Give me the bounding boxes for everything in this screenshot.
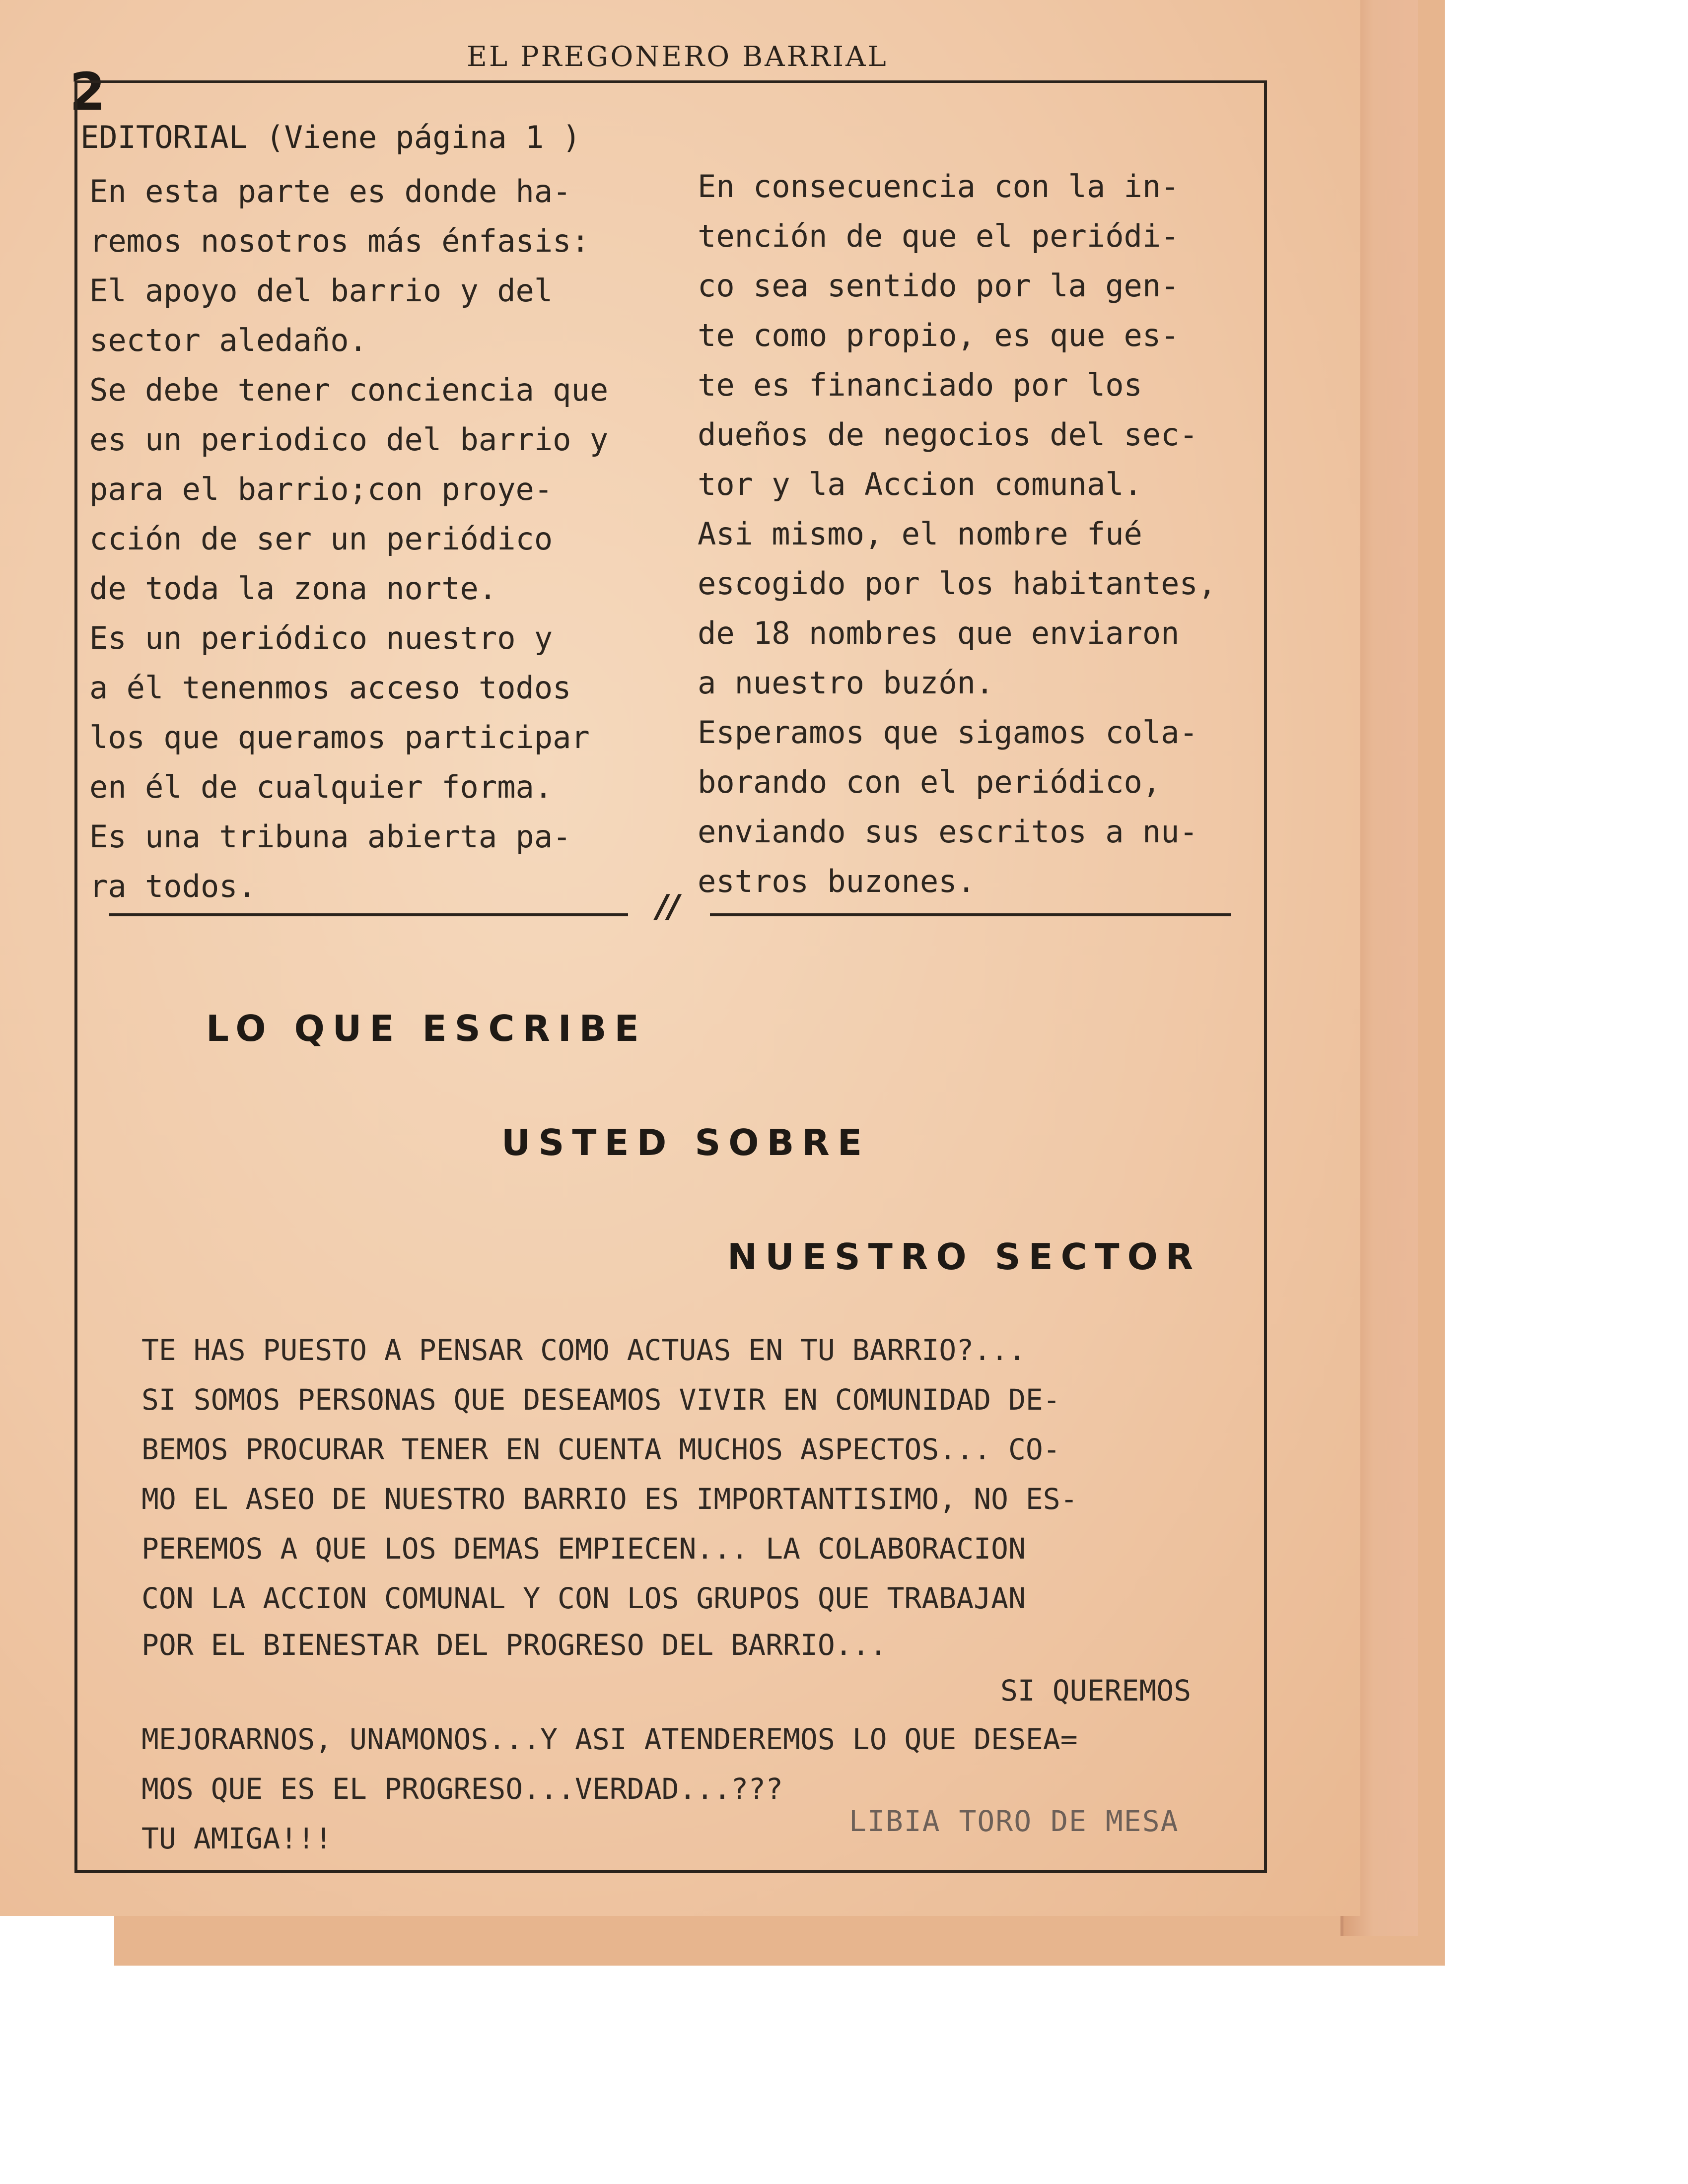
section-title-line-3: NUESTRO SECTOR <box>727 1236 1201 1278</box>
text-line: En esta parte es donde ha- <box>89 173 571 209</box>
text-line: CON LA ACCION COMUNAL Y CON LOS GRUPOS QUE TRABAJAN <box>141 1581 1026 1615</box>
text-line: para el barrio;con proye- <box>89 471 553 507</box>
text-line: MEJORARNOS, UNAMONOS...Y ASI ATENDEREMOS LO QUE DESEA= <box>141 1722 1078 1756</box>
text-line: SI SOMOS PERSONAS QUE DESEAMOS VIVIR EN COMUNIDAD DE- <box>141 1383 1060 1417</box>
section-title-line-2: USTED SOBRE <box>501 1122 870 1163</box>
text-line: TU AMIGA!!! <box>141 1822 333 1855</box>
reader-letter <box>141 1325 1191 1863</box>
text-line: a él tenenmos acceso todos <box>89 670 571 706</box>
text-line: El apoyo del barrio y del <box>89 273 553 309</box>
editorial-heading: EDITORIAL (Viene página 1 ) <box>80 119 581 155</box>
author-signature: LIBIA TORO DE MESA <box>849 1804 1179 1838</box>
text-line: BEMOS PROCURAR TENER EN CUENTA MUCHOS ASPECTOS... CO- <box>141 1433 1060 1466</box>
text-line: En consecuencia con la in- <box>698 168 1180 205</box>
text-line: los que queramos participar <box>89 719 590 755</box>
text-line: tor y la Accion comunal. <box>698 466 1142 502</box>
text-line: remos nosotros más énfasis: <box>89 223 590 259</box>
text-line: POR EL BIENESTAR DEL PROGRESO DEL BARRIO... <box>141 1628 887 1662</box>
text-line: borando con el periódico, <box>698 764 1161 800</box>
text-line: TE HAS PUESTO A PENSAR COMO ACTUAS EN TU BARRIO?... <box>141 1333 1026 1367</box>
text-line: Esperamos que sigamos cola- <box>698 714 1198 751</box>
section-divider-left <box>109 913 628 916</box>
text-line: estros buzones. <box>698 863 976 899</box>
text-line: escogido por los habitantes, <box>698 565 1217 602</box>
text-line: de toda la zona norte. <box>89 570 497 607</box>
text-line: MO EL ASEO DE NUESTRO BARRIO ES IMPORTANTISIMO, NO ES- <box>141 1482 1078 1516</box>
text-line: MOS QUE ES EL PROGRESO...VERDAD...??? <box>141 1772 783 1806</box>
section-divider-right <box>710 913 1231 916</box>
editorial-left-column <box>89 167 608 911</box>
text-line: SI QUEREMOS <box>1000 1674 1192 1707</box>
page-number: 2 <box>70 62 106 122</box>
text-line: dueños de negocios del sec- <box>698 416 1198 453</box>
text-line: a nuestro buzón. <box>698 665 994 701</box>
text-line: co sea sentido por la gen- <box>698 268 1180 304</box>
editorial-right-column <box>698 162 1216 906</box>
divider-mark: // <box>656 888 680 925</box>
text-line: te como propio, es que es- <box>698 317 1180 353</box>
text-line: enviando sus escritos a nu- <box>698 814 1198 850</box>
text-line: cción de ser un periódico <box>89 521 553 557</box>
newspaper-title: EL PREGONERO BARRIAL <box>467 41 888 73</box>
text-line: Se debe tener conciencia que <box>89 372 609 408</box>
text-line: sector aledaño. <box>89 322 367 358</box>
text-line: Es un periódico nuestro y <box>89 620 553 656</box>
text-line: tención de que el periódi- <box>698 218 1180 254</box>
text-line: en él de cualquier forma. <box>89 769 553 805</box>
text-line: Es una tribuna abierta pa- <box>89 819 571 855</box>
text-line: PEREMOS A QUE LOS DEMAS EMPIECEN... LA COLABORACION <box>141 1532 1026 1566</box>
text-line: es un periodico del barrio y <box>89 421 609 458</box>
text-line: Asi mismo, el nombre fué <box>698 516 1142 552</box>
text-line: de 18 nombres que enviaron <box>698 615 1180 651</box>
section-title-line-1: LO QUE ESCRIBE <box>206 1008 647 1049</box>
text-line: te es financiado por los <box>698 367 1142 403</box>
text-line: ra todos. <box>89 868 256 904</box>
